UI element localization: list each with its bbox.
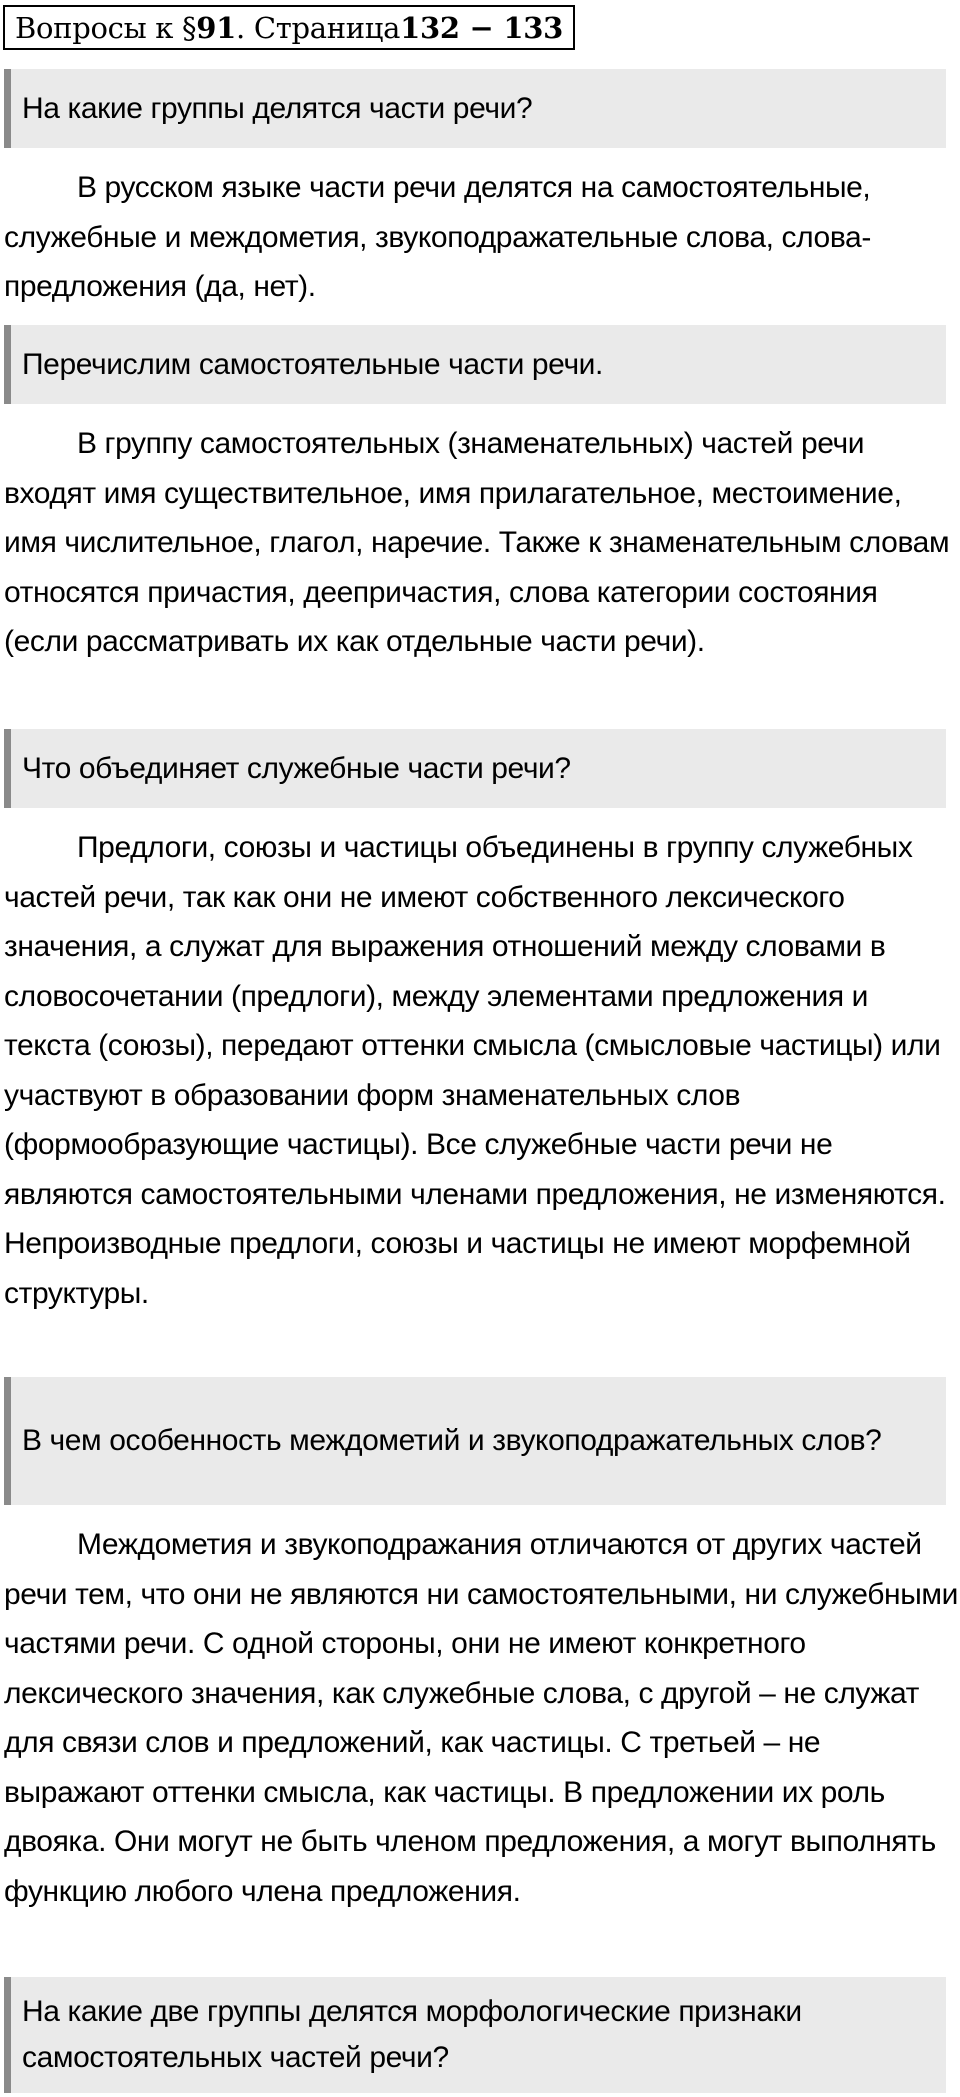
header-prefix: Вопросы к §: [15, 10, 197, 45]
question-block-1: [4, 69, 946, 148]
question-text: В чем особенность междометий и звукоподражательных слов?: [22, 1424, 882, 1457]
question-text: На какие группы делятся части речи?: [22, 91, 533, 125]
page-header: [3, 5, 575, 50]
question-block-2: [4, 325, 946, 404]
header-section-number: 91: [196, 10, 236, 45]
question-block-5: [4, 1977, 946, 2093]
header-middle: . Страница: [235, 10, 401, 45]
header-pages: 132 − 133: [400, 10, 563, 45]
answer-paragraph-2: В группу самостоятельных (знаменательных) частей речи входят имя существительное, имя прилагательное, местоимение, имя числительное, глагол, наречие. Также к знаменательным словам относятся причастия, деепричастия, слова категории состояния (если рассматривать их как отдельные части речи).: [4, 427, 950, 658]
question-text: Что объединяет служебные части речи?: [22, 751, 571, 785]
question-text: Перечислим самостоятельные части речи.: [22, 347, 603, 381]
answer-paragraph-4: Междометия и звукоподражания отличаются от других частей речи тем, что они не являются ни самостоятельными, ни служебными частями речи. С одной стороны, они не имеют конкретного лексического значения, как служебные слова, с другой – не служат для связи слов и предложений, как частицы. С третьей – не выражают оттенки смысла, как частицы. В предложении их роль двояка. Они могут не быть членом предложения, а могут выполнять функцию любого члена предложения.: [4, 1528, 958, 1908]
answer-paragraph-3: Предлоги, союзы и частицы объединены в группу служебных частей речи, так как они не имеют собственного лексического значения, а служат для выражения отношений между словами в словосочетании (предлоги), между элементами предложения и текста (союзы), передают оттенки смысла (смысловые частицы) или участвуют в образовании форм знаменательных слов (формообразующие частицы). Все служебные части речи не являются самостоятельными членами предложения, не изменяются. Непроизводные предлоги, союзы и частицы не имеют морфемной структуры.: [4, 831, 946, 1310]
question-text: На какие две группы делятся морфологические признаки самостоятельных частей речи?: [22, 1995, 802, 2074]
question-block-3: [4, 729, 946, 808]
answer-paragraph-1: В русском языке части речи делятся на самостоятельные, служебные и междометия, звукоподражательные слова, слова-предложения (да, нет).: [4, 171, 871, 303]
question-block-4: [4, 1377, 946, 1505]
